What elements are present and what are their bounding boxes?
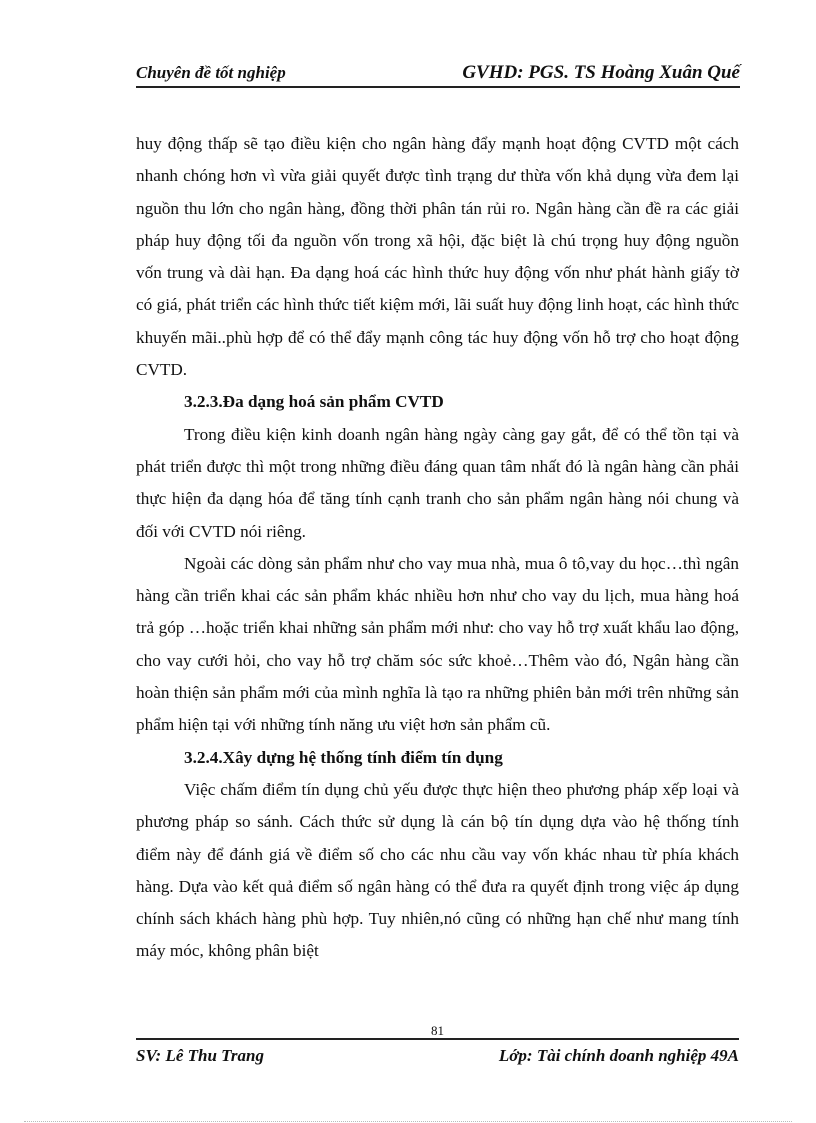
header-thesis-title: Chuyên đề tốt nghiệp [136, 63, 286, 82]
paragraph-continued: huy động thấp sẽ tạo điều kiện cho ngân hàng đẩy mạnh hoạt động CVTD một cách nhanh chóng hơn vì vừa giải quyết được tình trạng dư thừa vốn khả dụng vừa đem lại nguồn thu lớn cho ngân hàng, đồng thời phân tán rủi ro. Ngân hàng cần đề ra các giải pháp huy động tối đa nguồn vốn trong xã hội, đặc biệt là chú trọng huy động nguồn vốn trung và dài hạn. Đa dạng hoá các hình thức huy động vốn như phát hành giấy tờ có giá, phát triển các hình thức tiết kiệm mới, lãi suất huy động linh hoạt, các hình thức khuyến mãi..phù hợp để có thể đẩy mạnh công tác huy động vốn hỗ trợ cho hoạt động CVTD. [136, 134, 739, 380]
paragraph: Trong điều kiện kinh doanh ngân hàng ngày càng gay gắt, để có thể tồn tại và phát triển được thì một trong những điều đáng quan tâm nhất đó là ngân hàng cần phải thực hiện đa dạng hóa để tăng tính cạnh tranh cho sản phẩm ngân hàng nói chung và đối với CVTD nói riêng. [136, 424, 739, 541]
page-header [136, 58, 740, 88]
document-body [136, 128, 739, 968]
paragraph: Việc chấm điểm tín dụng chủ yếu được thực hiện theo phương pháp xếp loại và phương pháp so sánh. Cách thức sử dụng là cán bộ tín dụng dựa vào hệ thống tính điểm này để đánh giá về điểm số cho các nhu cầu vay vốn khác nhau từ phía khách hàng. Dựa vào kết quả điểm số ngân hàng có thể đưa ra quyết định trong việc áp dụng chính sách khách hàng phù hợp. Tuy nhiên,nó cũng có những hạn chế như mang tính máy móc, không phân biệt [136, 779, 739, 961]
section-heading-3-2-4: 3.2.4.Xây dựng hệ thống tính điểm tín dụng [184, 747, 503, 767]
footer-class: Lớp: Tài chính doanh nghiệp 49A [498, 1046, 739, 1065]
paragraph: Ngoài các dòng sản phẩm như cho vay mua nhà, mua ô tô,vay du học…thì ngân hàng cần triển khai các sản phẩm khác nhiều hơn như cho vay du lịch, mua hàng hoá trả góp …hoặc triển khai những sản phẩm mới như: cho vay hỗ trợ xuất khẩu lao động, cho vay cưới hỏi, cho vay hỗ trợ chăm sóc sức khoẻ…Thêm vào đó, Ngân hàng cần hoàn thiện sản phẩm mới của mình nghĩa là tạo ra những phiên bản mới trên những sản phẩm hiện tại với những tính năng ưu việt hơn sản phẩm cũ. [136, 553, 739, 735]
page-number: 81 [431, 1023, 444, 1038]
header-supervisor: GVHD: PGS. TS Hoàng Xuân Quế [462, 62, 740, 83]
footer-student: SV: Lê Thu Trang [136, 1046, 264, 1065]
page-footer [136, 1038, 739, 1066]
section-heading-3-2-3: 3.2.3.Đa dạng hoá sản phẩm CVTD [184, 392, 444, 412]
page-edge-divider [24, 1121, 792, 1122]
